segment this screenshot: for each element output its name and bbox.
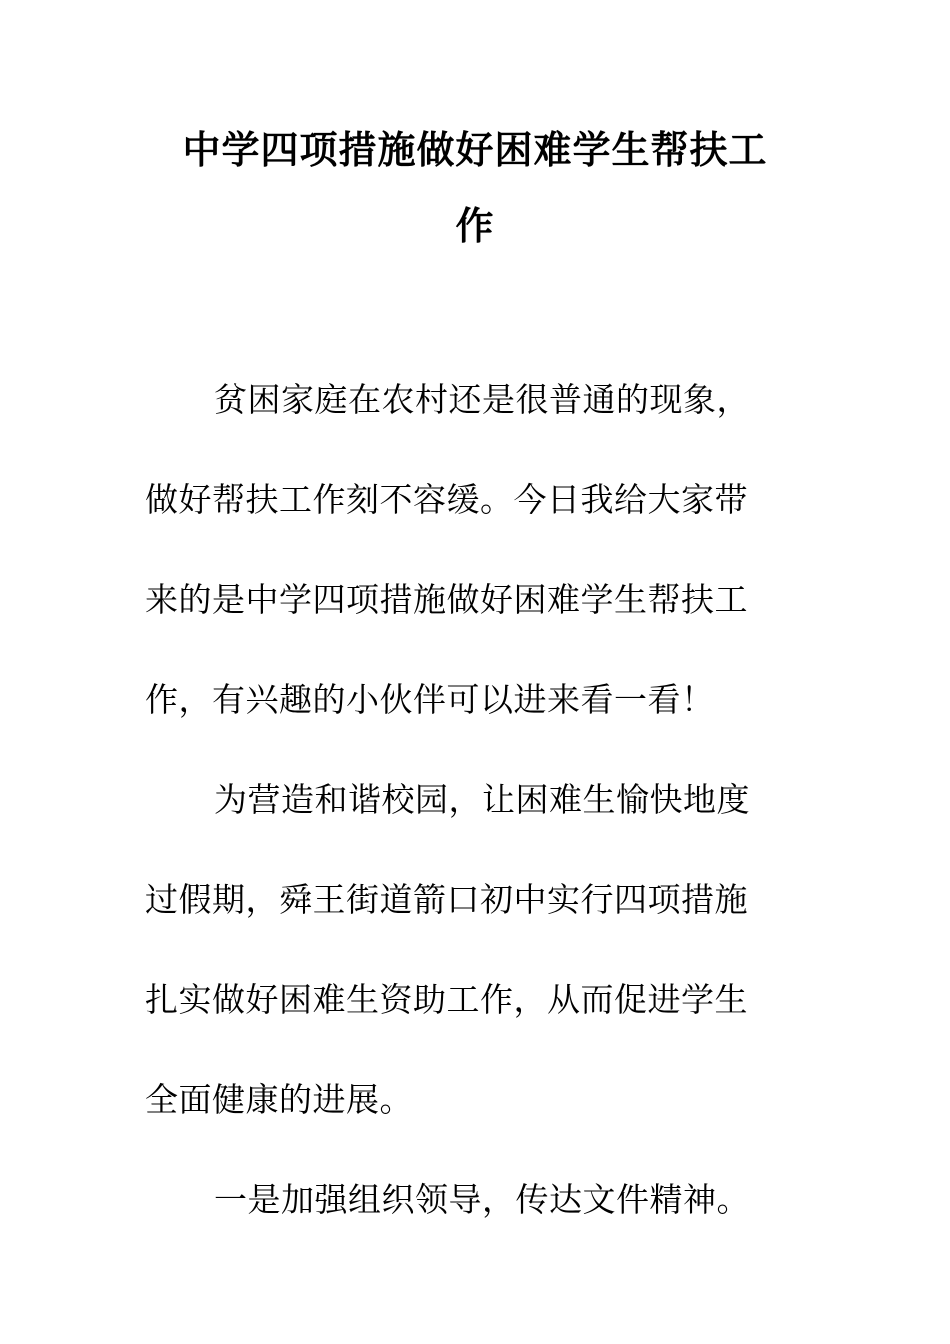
paragraph-line-1: 贫困家庭在农村还是很普通的现象， [214,380,750,419]
paragraph-line-6: 过假期，舜王街道箭口初中实行四项措施 [145,880,748,919]
document-title-line-1: 中学四项措施做好困难学生帮扶工 [182,128,768,172]
paragraph-line-4: 作，有兴趣的小伙伴可以进来看一看！ [145,680,715,719]
paragraph-line-8: 全面健康的进展。 [145,1080,413,1119]
paragraph-line-9: 一是加强组织领导，传达文件精神。 [214,1180,750,1219]
paragraph-line-3: 来的是中学四项措施做好困难学生帮扶工 [145,580,748,619]
paragraph-line-2: 做好帮扶工作刻不容缓。今日我给大家带 [145,480,748,519]
paragraph-line-7: 扎实做好困难生资助工作，从而促进学生 [145,980,748,1019]
paragraph-line-5: 为营造和谐校园，让困难生愉快地度 [214,780,750,819]
document-title-line-2: 作 [455,204,495,248]
